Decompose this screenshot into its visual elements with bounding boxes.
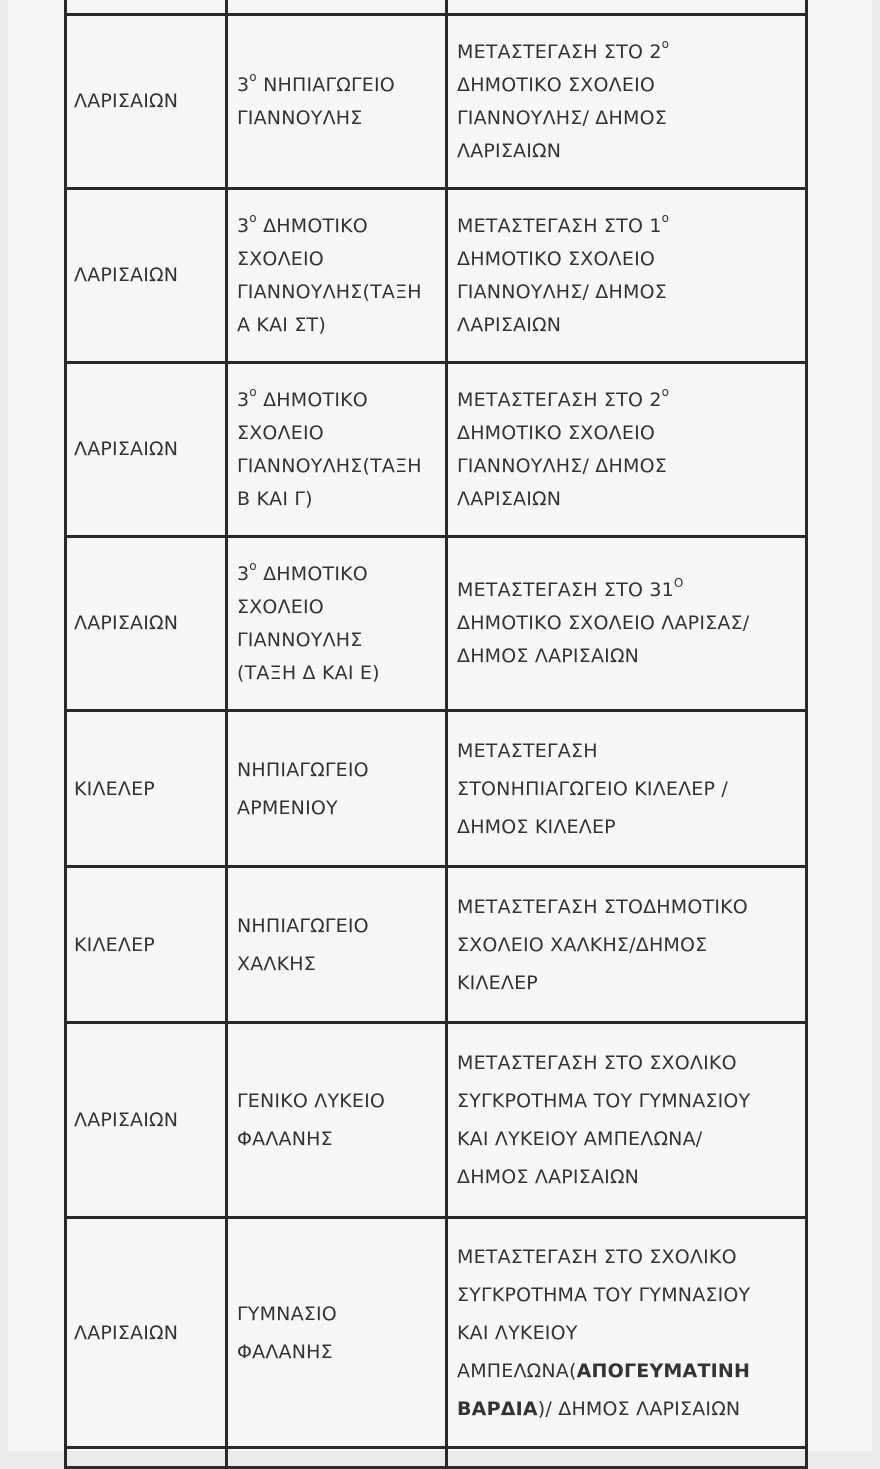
action-cell: [447, 867, 807, 1023]
action-line: ΔΗΜΟΣ ΛΑΡΙΣΑΙΩΝ: [457, 1166, 640, 1188]
page-background: [8, 0, 872, 1451]
school-line: ΦΑΛΑΝΗΣ: [237, 1340, 333, 1363]
school-cell: [227, 363, 447, 537]
action-cell: [447, 15, 807, 189]
action-cell: [447, 537, 807, 711]
action-line: ΚΙΛΕΛΕΡ: [457, 971, 538, 994]
action-line: ΔΗΜΟΤΙΚΟ ΣΧΟΛΕΙΟ ΛΑΡΙΣΑΣ/: [457, 612, 750, 634]
municipality-cell: ΛΑΡΙΣΑΙΩΝ: [66, 1218, 227, 1448]
school-line: $3^o$ ΔΗΜΟΤΙΚΟ: [237, 211, 368, 237]
school-line: Β ΚΑΙ Γ): [237, 487, 313, 510]
action-line: ΑΜΠΕΛΩΝΑ(ΑΠΟΓΕΥΜΑΤΙΝΗ: [457, 1359, 751, 1382]
school-line: $3^o$ ΔΗΜΟΤΙΚΟ: [237, 559, 368, 585]
action-line: ΜΕΤΑΣΤΕΓΑΣΗ ΣΤΟ $1^o$: [457, 211, 670, 237]
school-line: ΣΧΟΛΕΙΟ: [237, 421, 324, 444]
school-line: ΝΗΠΙΑΓΩΓΕΙΟ: [237, 914, 369, 937]
municipality-cell: ΛΑΡΙΣΑΙΩΝ: [66, 537, 227, 711]
action-line: ΛΑΡΙΣΑΙΩΝ: [457, 487, 562, 510]
action-line: ΔΗΜΟΤΙΚΟ ΣΧΟΛΕΙΟ: [457, 73, 656, 96]
action-line: ΜΕΤΑΣΤΕΓΑΣΗ ΣΤΟ $2^o$: [457, 37, 670, 63]
school-line: ΓΙΑΝΝΟΥΛΗΣ: [237, 628, 363, 651]
municipality-cell: [66, 0, 227, 15]
municipality-cell: ΛΑΡΙΣΑΙΩΝ: [66, 189, 227, 363]
school-line: ΓΙΑΝΝΟΥΛΗΣ(ΤΑΞΗ: [237, 280, 422, 303]
action-cell: [447, 189, 807, 363]
action-line: ΜΕΤΑΣΤΕΓΑΣΗ ΣΤΟ ΣΧΟΛΙΚΟ: [457, 1052, 737, 1074]
action-line: ΜΕΤΑΣΤΕΓΑΣΗ ΣΤΟ $31^O$: [457, 575, 684, 601]
action-line: ΔΗΜΟΣ ΚΙΛΕΛΕΡ: [457, 815, 616, 838]
municipality-cell: ΛΑΡΙΣΑΙΩΝ: [66, 1023, 227, 1218]
school-line: ΓΙΑΝΝΟΥΛΗΣ: [237, 106, 363, 129]
municipality-cell: ΚΙΛΕΛΕΡ: [66, 867, 227, 1023]
table-row: [66, 1218, 807, 1448]
action-line: ΜΕΤΑΣΤΕΓΑΣΗ ΣΤΟ $2^o$: [457, 385, 670, 411]
action-line: ΣΥΓΚΡΟΤΗΜΑ ΤΟΥ ΓΥΜΝΑΣΙΟΥ: [457, 1090, 751, 1112]
action-line: ΛΑΡΙΣΑΙΩΝ: [457, 313, 562, 336]
action-line: ΚΑΙ ΛΥΚΕΙΟΥ: [457, 1321, 578, 1344]
action-cell: [447, 1218, 807, 1448]
municipality-cell: ΛΑΡΙΣΑΙΩΝ: [66, 15, 227, 189]
action-cell: [447, 711, 807, 867]
school-cell: [227, 537, 447, 711]
municipality-cell: ΛΑΡΙΣΑΙΩΝ: [66, 363, 227, 537]
action-line: ΣΤΟΝΗΠΙΑΓΩΓΕΙΟ ΚΙΛΕΛΕΡ /: [457, 777, 729, 800]
school-line: ΦΑΛΑΝΗΣ: [237, 1128, 333, 1150]
table-row: [66, 0, 807, 15]
school-line: $3^o$ ΝΗΠΙΑΓΩΓΕΙΟ: [237, 70, 395, 96]
action-line: ΜΕΤΑΣΤΕΓΑΣΗ ΣΤΟΔΗΜΟΤΙΚΟ: [457, 895, 748, 918]
school-line: ΧΑΛΚΗΣ: [237, 952, 316, 975]
school-line: ΑΡΜΕΝΙΟΥ: [237, 796, 338, 819]
action-line: ΓΙΑΝΝΟΥΛΗΣ/ ΔΗΜΟΣ: [457, 280, 667, 303]
school-line: (ΤΑΞΗ Δ ΚΑΙ Ε): [237, 661, 380, 684]
action-line: ΛΑΡΙΣΑΙΩΝ: [457, 139, 562, 162]
school-line: ΓΙΑΝΝΟΥΛΗΣ(ΤΑΞΗ: [237, 454, 422, 477]
action-line: ΣΧΟΛΕΙΟ ΧΑΛΚΗΣ/ΔΗΜΟΣ: [457, 933, 708, 956]
school-cell: [227, 1023, 447, 1218]
table-row: [66, 537, 807, 711]
school-line: ΣΧΟΛΕΙΟ: [237, 595, 324, 618]
municipality-cell: ΚΙΛΕΛΕΡ: [66, 711, 227, 867]
school-cell: [227, 867, 447, 1023]
school-line: ΝΗΠΙΑΓΩΓΕΙΟ: [237, 758, 369, 781]
school-line: ΣΧΟΛΕΙΟ: [237, 247, 324, 270]
action-line: ΔΗΜΟΤΙΚΟ ΣΧΟΛΕΙΟ: [457, 247, 656, 270]
action-cell: [447, 1023, 807, 1218]
action-line: ΜΕΤΑΣΤΕΓΑΣΗ: [457, 739, 598, 762]
action-cell: [447, 363, 807, 537]
relocation-table: [64, 0, 808, 1469]
school-line: ΓΥΜΝΑΣΙΟ: [237, 1302, 337, 1325]
action-line: ΓΙΑΝΝΟΥΛΗΣ/ ΔΗΜΟΣ: [457, 454, 667, 477]
school-cell: [227, 189, 447, 363]
school-cell: [227, 0, 447, 15]
school-cell: [227, 711, 447, 867]
action-line: ΜΕΤΑΣΤΕΓΑΣΗ ΣΤΟ ΣΧΟΛΙΚΟ: [457, 1245, 737, 1268]
action-line: ΔΗΜΟΤΙΚΟ ΣΧΟΛΕΙΟ: [457, 421, 656, 444]
table-row: [66, 1023, 807, 1218]
school-cell: [227, 1218, 447, 1448]
table-row: [66, 15, 807, 189]
action-line: ΓΙΑΝΝΟΥΛΗΣ/ ΔΗΜΟΣ: [457, 106, 667, 129]
table-row: [66, 867, 807, 1023]
action-line: ΣΥΓΚΡΟΤΗΜΑ ΤΟΥ ΓΥΜΝΑΣΙΟΥ: [457, 1283, 751, 1306]
school-cell: [227, 15, 447, 189]
action-line: ΚΑΙ ΛΥΚΕΙΟΥ ΑΜΠΕΛΩΝΑ/: [457, 1128, 703, 1150]
action-cell: [447, 0, 807, 15]
action-line: ΔΗΜΟΣ ΛΑΡΙΣΑΙΩΝ: [457, 645, 640, 667]
table-row: [66, 363, 807, 537]
school-line: $3^o$ ΔΗΜΟΤΙΚΟ: [237, 385, 368, 411]
school-line: ΓΕΝΙΚΟ ΛΥΚΕΙΟ: [237, 1090, 386, 1112]
school-line: Α ΚΑΙ ΣΤ): [237, 313, 326, 336]
table-row: [66, 189, 807, 363]
action-line: ΒΑΡΔΙΑ)/ ΔΗΜΟΣ ΛΑΡΙΣΑΙΩΝ: [457, 1397, 741, 1420]
table-row: [66, 711, 807, 867]
